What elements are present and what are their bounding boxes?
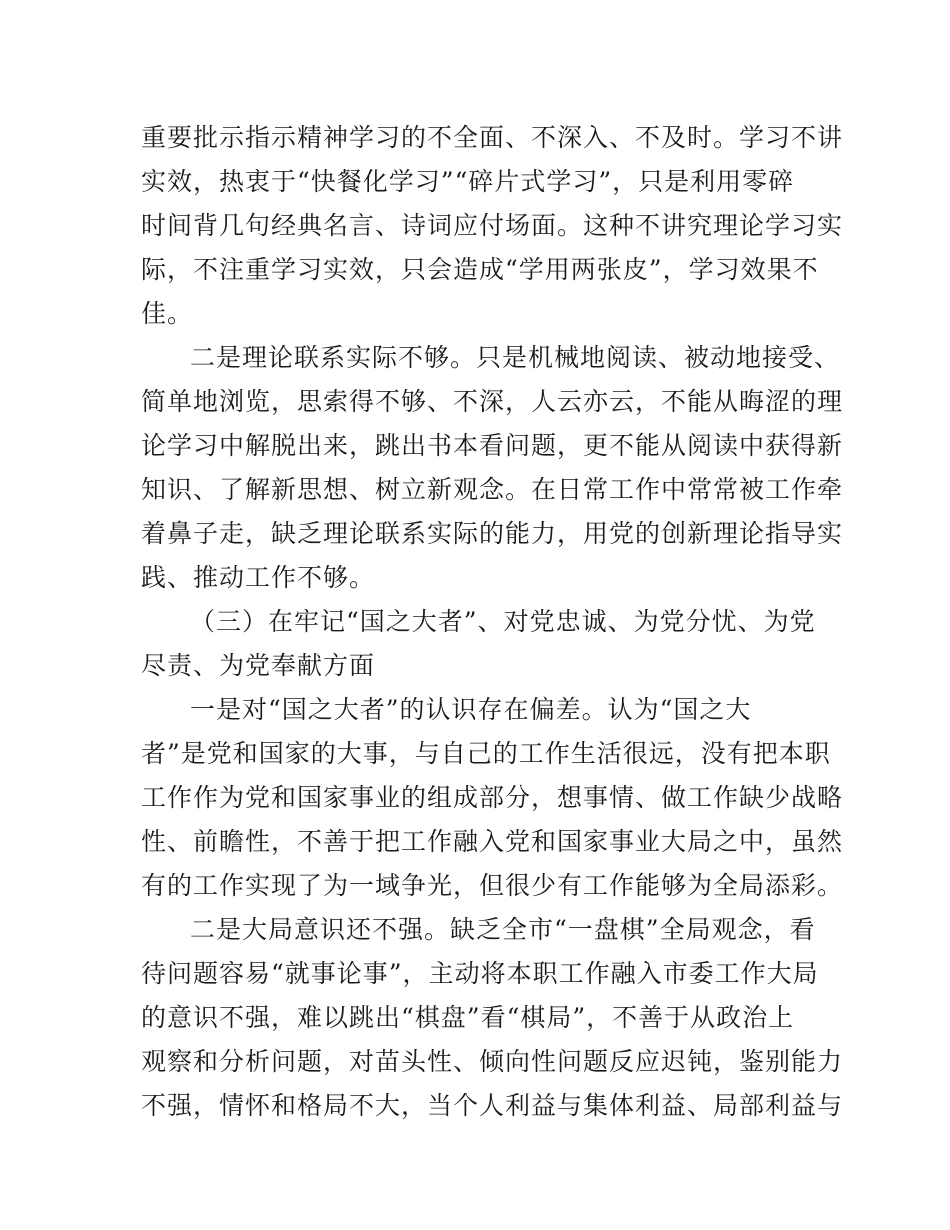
- text-line: 工作作为党和国家事业的组成部分，想事情、做工作缺少战略: [141, 783, 844, 812]
- paragraph-start-line: 二是大局意识还不强。缺乏全市“一盘棋”全局观念，看: [190, 915, 816, 944]
- text-line: 重要批示指示精神学习的不全面、不深入、不及时。学习不讲: [141, 123, 844, 152]
- text-line: 的意识不强，难以跳出“棋盘”看“棋局”，不善于从政治上: [141, 1003, 795, 1032]
- section-heading: （三）在牢记“国之大者”、对党忠诚、为党分忧、为党: [190, 607, 816, 636]
- paragraph-start-line: 二是理论联系实际不够。只是机械地阅读、被动地接受、: [190, 343, 841, 372]
- text-line: 者”是党和国家的大事，与自己的工作生活很远，没有把本职: [141, 739, 831, 768]
- text-line: 际，不注重学习实效，只会造成“学用两张皮”，学习效果不: [141, 255, 819, 284]
- text-line: 实效，热衷于“快餐化学习”“碎片式学习”，只是利用零碎: [141, 167, 795, 196]
- text-line: 性、前瞻性，不善于把工作融入党和国家事业大局之中，虽然: [141, 827, 844, 856]
- text-line: 佳。: [141, 299, 194, 328]
- text-line: 论学习中解脱出来，跳出书本看问题，更不能从阅读中获得新: [141, 431, 844, 460]
- text-line: 待问题容易“就事论事”，主动将本职工作融入市委工作大局: [141, 959, 819, 988]
- text-line: 有的工作实现了为一域争光，但很少有工作能够为全局添彩。: [141, 871, 844, 900]
- text-line: 简单地浏览，思索得不够、不深，人云亦云，不能从晦涩的理: [141, 387, 844, 416]
- paragraph-start-line: 一是对“国之大者”的认识存在偏差。认为“国之大: [190, 695, 752, 724]
- text-line: 不强，情怀和格局不大，当个人利益与集体利益、局部利益与: [141, 1091, 844, 1120]
- section-heading-continued: 尽责、为党奉献方面: [141, 651, 376, 680]
- text-line: 着鼻子走，缺乏理论联系实际的能力，用党的创新理论指导实: [141, 519, 844, 548]
- text-line: 观察和分析问题，对苗头性、倾向性问题反应迟钝，鉴别能力: [141, 1047, 844, 1076]
- text-line: 时间背几句经典名言、诗词应付场面。这种不讲究理论学习实: [141, 211, 844, 240]
- text-line: 知识、了解新思想、树立新观念。在日常工作中常常被工作牵: [141, 475, 844, 504]
- text-line: 践、推动工作不够。: [141, 563, 376, 592]
